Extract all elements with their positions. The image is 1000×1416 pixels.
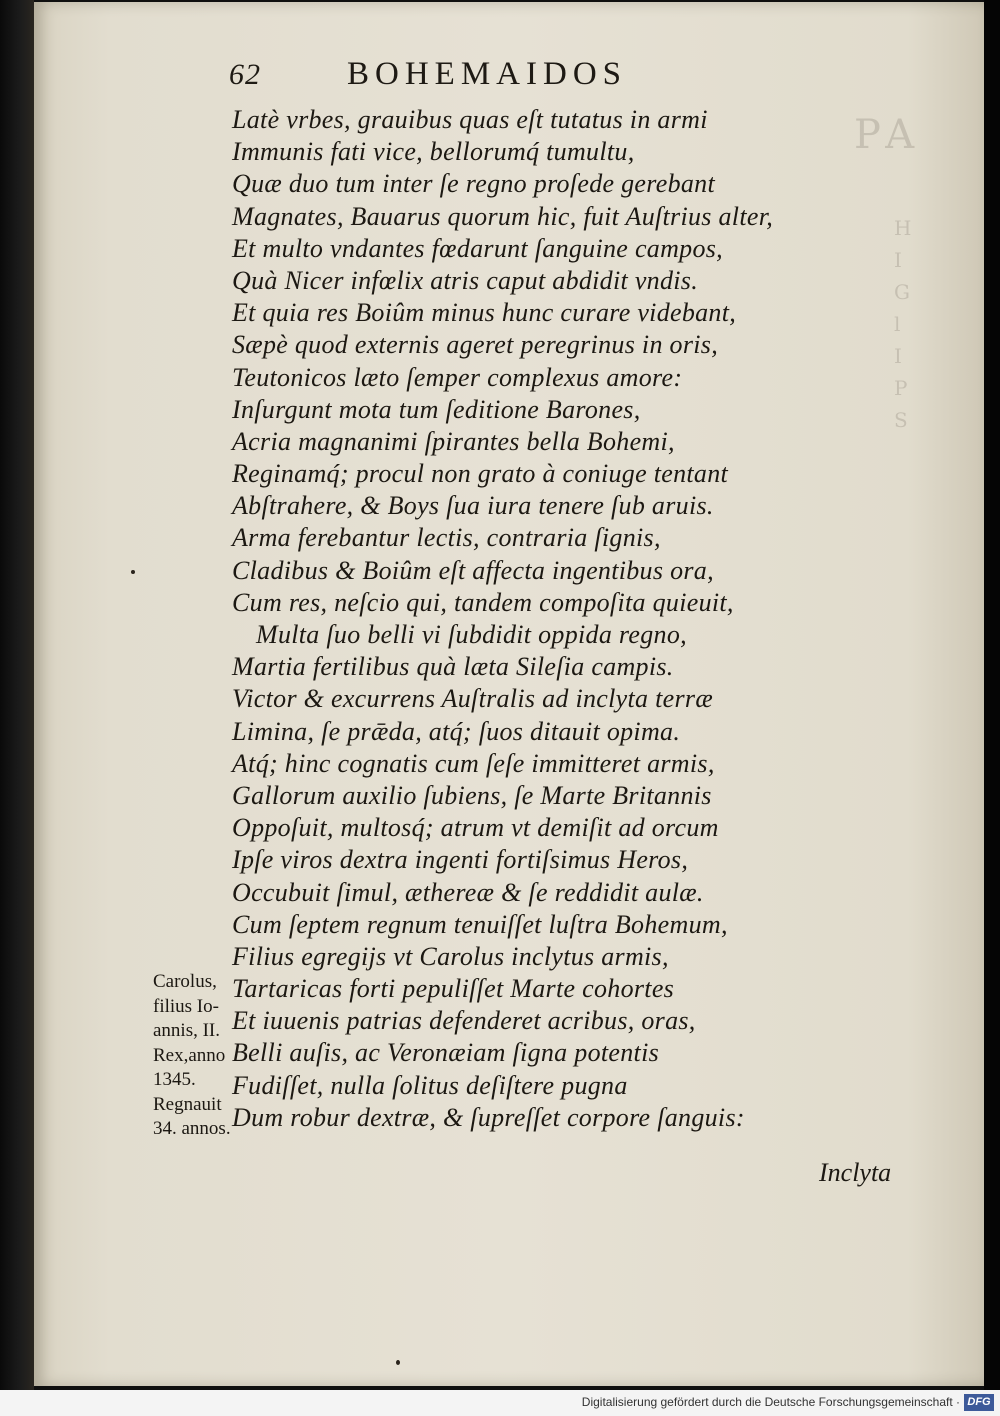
marginal-note — [153, 970, 253, 1142]
marginal-line: 34. annos. — [153, 1118, 231, 1139]
verse-line: Arma ferebantur lectis, contraria ſignis, — [232, 523, 661, 553]
running-title: BOHEMAIDOS — [347, 56, 628, 92]
verse-line: Cum ſeptem regnum tenuiſſet luſtra Bohemum, — [232, 909, 728, 939]
marginal-line: 1345. — [153, 1069, 196, 1090]
verse-line: Acria magnanimi ſpirantes bella Bohemi, — [232, 426, 675, 456]
digitization-footer — [0, 1390, 1000, 1416]
book-gutter-edge — [0, 0, 34, 1390]
catchword: Inclyta — [819, 1158, 892, 1187]
marginal-line: annis, II. — [153, 1020, 221, 1041]
verse-line: Quæ duo tum inter ſe regno proſede gerebant — [232, 169, 715, 199]
verse-line: Reginamq́; procul non grato à coniuge tentant — [232, 459, 729, 489]
verse-line: Atq́; hinc cognatis cum ſeſe immitteret armis, — [232, 748, 715, 778]
verse-line: Latè vrbes, grauibus quas eſt tutatus in armi — [232, 105, 708, 134]
page-number: 62 — [229, 58, 261, 91]
verse-line: Ipſe viros dextra ingenti fortiſsimus Heros, — [232, 845, 689, 875]
dfg-logo-icon: DFG — [964, 1394, 994, 1411]
verse-line: Et iuuenis patrias defenderet acribus, oras, — [232, 1006, 696, 1036]
verse-line: Abſtrahere, & Boys ſua iura tenere ſub aruis. — [232, 491, 714, 521]
marginal-line: Regnauit — [153, 1093, 222, 1115]
verse-line: Tartaricas forti pepuliſſet Marte cohortes — [232, 974, 675, 1004]
verse-line: Teutonicos læto ſemper complexus amore: — [232, 362, 683, 392]
verse-line: Magnates, Bauarus quorum hic, fuit Auſtrius alter, — [232, 201, 774, 231]
marginal-line: Rex,anno — [153, 1044, 226, 1066]
show-through-mark: H I G l I P S — [894, 216, 912, 432]
scan-right-edge — [984, 0, 1000, 1390]
verse-line: Quà Nicer infœlix atris caput abdidit vndis. — [232, 265, 699, 295]
funding-credit: Digitalisierung gefördert durch die Deutsche Forschungsgemeinschaft · — [581, 1395, 960, 1409]
verse-line: Cum res, neſcio qui, tandem compoſita quieuit, — [232, 587, 734, 617]
verse-line: Cladibus & Boiûm eſt affecta ingentibus ora, — [232, 555, 714, 585]
verse-line: Filius egregijs vt Carolus inclytus armis, — [232, 941, 669, 971]
verse-line: Et quia res Boiûm minus hunc curare videbant, — [232, 298, 737, 328]
verse-line: Limina, ſe prǣda, atq́; ſuos ditauit opima. — [232, 716, 681, 746]
show-through-mark: PA — [854, 112, 923, 158]
verse-line: Sæpè quod externis ageret peregrinus in oris, — [232, 330, 719, 360]
verse-line: Fudiſſet, nulla ſolitus deſiſtere pugna — [232, 1070, 628, 1100]
ink-speck — [396, 1360, 400, 1365]
verse-line: Inſurgunt mota tum ſeditione Barones, — [232, 394, 641, 424]
verse-line: Gallorum auxilio ſubiens, ſe Marte Britannis — [232, 780, 712, 810]
verse-line: Et multo vndantes fœdarunt ſanguine campos, — [232, 233, 723, 263]
verse-line: Belli auſis, ac Veronæiam ſigna potentis — [232, 1038, 660, 1068]
verse-line: Occubuit ſimul, æthereæ & ſe reddidit aulæ. — [232, 877, 704, 907]
marginal-line: filius Io- — [153, 995, 219, 1017]
verse-text — [232, 104, 832, 1134]
ink-speck — [131, 570, 135, 574]
verse-line: Multa ſuo belli vi ſubdidit oppida regno, — [256, 620, 687, 649]
verse-line: Dum robur dextræ, & ſupreſſet corpore ſanguis: — [232, 1102, 745, 1132]
verse-line: Martia fertilibus quà læta Sileſia campis. — [232, 652, 674, 682]
marginal-line: Carolus, — [153, 971, 217, 992]
verse-line: Immunis fati vice, bellorumq́ tumultu, — [232, 137, 635, 167]
verse-line: Victor & excurrens Auſtralis ad inclyta terræ — [232, 684, 713, 714]
verse-line: Oppoſuit, multosq́; atrum vt demiſit ad orcum — [232, 813, 719, 843]
